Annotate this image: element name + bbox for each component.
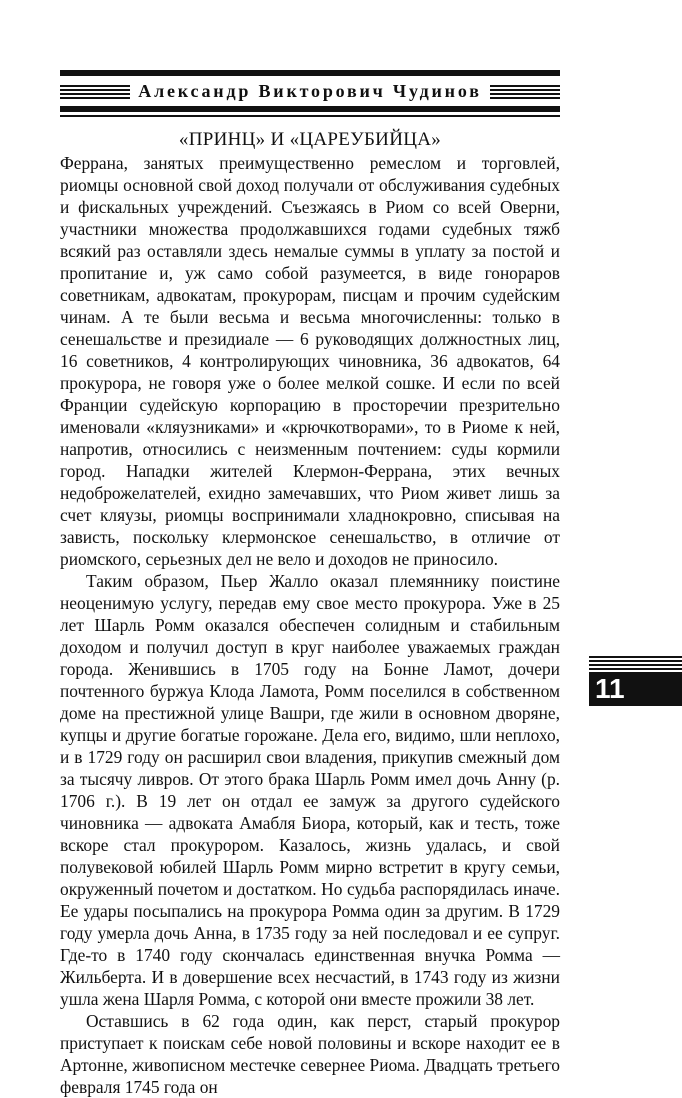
chapter-title: «ПРИНЦ» И «ЦАРЕУБИЙЦА» — [178, 129, 442, 150]
paragraph: Таким образом, Пьер Жалло оказал племяннику поистине неоценимую услугу, передав ему свое место прокурора. Уже в 25 лет Шарль Ромм оказался обеспечен солидным и стабильным доходом и получил доступ в круг наиболее уважаемых граждан города. Женившись в 1705 году на Бонне Ламот, дочери почтенного буржуа Клода Ламота, Ромм поселился в собственном доме на престижной улице Вашри, где жили в основном дворяне, купцы и другие богатые горожане. Дела его, видимо, шли неплохо, и в 1729 году он расширил свои владения, прикупив смежный дом за тысячу ливров. От этого брака Шарль Ромм имел дочь Анну (р. 1706 г.). В 19 лет он отдал ее замуж за другого судейского чиновника — адвоката Амабля Биора, который, как и тесть, тоже вскоре стал прокурором. Казалось, жизнь удалась, и свой полувековой юбилей Шарль Ромм мирно встретит в кругу семьи, окруженный почетом и достатком. Но судьба распорядилась иначе. Ее удары посыпались на прокурора Ромма один за другим. В 1729 году умерла дочь Анна, в 1735 году за ней последовал и ее супруг. Где-то в 1740 году скончалась единственная внучка Ромма — Жильберта. И в довершение всех несчастий, в 1743 году из жизни ушла жена Шарля Ромма, с которой они вместе прожили 38 лет. — [60, 571, 560, 1009]
page-tab-stripes — [589, 656, 682, 670]
header-right-stripes — [490, 83, 560, 99]
author-row — [60, 76, 560, 106]
page-body — [60, 152, 560, 1098]
running-header — [60, 70, 560, 151]
header-thin-rule — [60, 115, 560, 117]
page-number: 11 — [595, 673, 625, 704]
paragraph: Оставшись в 62 года один, как перст, старый прокурор приступает к поискам себе новой половины и вскоре находит ее в Артонне, живописном местечке севернее Риома. Двадцать третьего февраля 1745 года он — [60, 1011, 560, 1097]
author-name: Александр Викторович Чудинов — [138, 80, 482, 101]
page-number-tab — [589, 656, 682, 706]
paragraph: Феррана, занятых преимущественно ремеслом и торговлей, риомцы основной свой доход получали от обслуживания судебных и фискальных учреждений. Съезжаясь в Риом со всей Оверни, участники множества продолжавшихся годами судебных тяжб всякий раз оставляли здесь немалые суммы в уплату за постой и пропитание и, уж само собой разумеется, в виде гонораров советникам, адвокатам, прокурорам, писцам и прочим судейским чинам. А те были весьма и весьма многочисленны: только в сенешальстве и президиале — 6 руководящих должностных лиц, 16 советников, 4 контролирующих чиновника, 36 адвокатов, 64 прокурора, не говоря уже о более мелкой сошке. И если по всей Франции судейскую корпорацию в просторечии презрительно именовали «кляузниками» и «крючкотворами», то в Риоме к ней, напротив, относились с неизменным почтением: суды кормили город. Нападки жителей Клермон-Феррана, этих вечных недоброжелателей, ехидно замечавших, что Риом живет лишь за счет кляузы, риомцы воспринимали хладнокровно, списывая на зависть, поскольку клермонское сенешальство, в отличие от риомского, серьезных дел не вело и доходов не приносило. — [60, 153, 560, 569]
header-left-stripes — [60, 83, 130, 99]
header-bottom-rule — [60, 106, 560, 112]
